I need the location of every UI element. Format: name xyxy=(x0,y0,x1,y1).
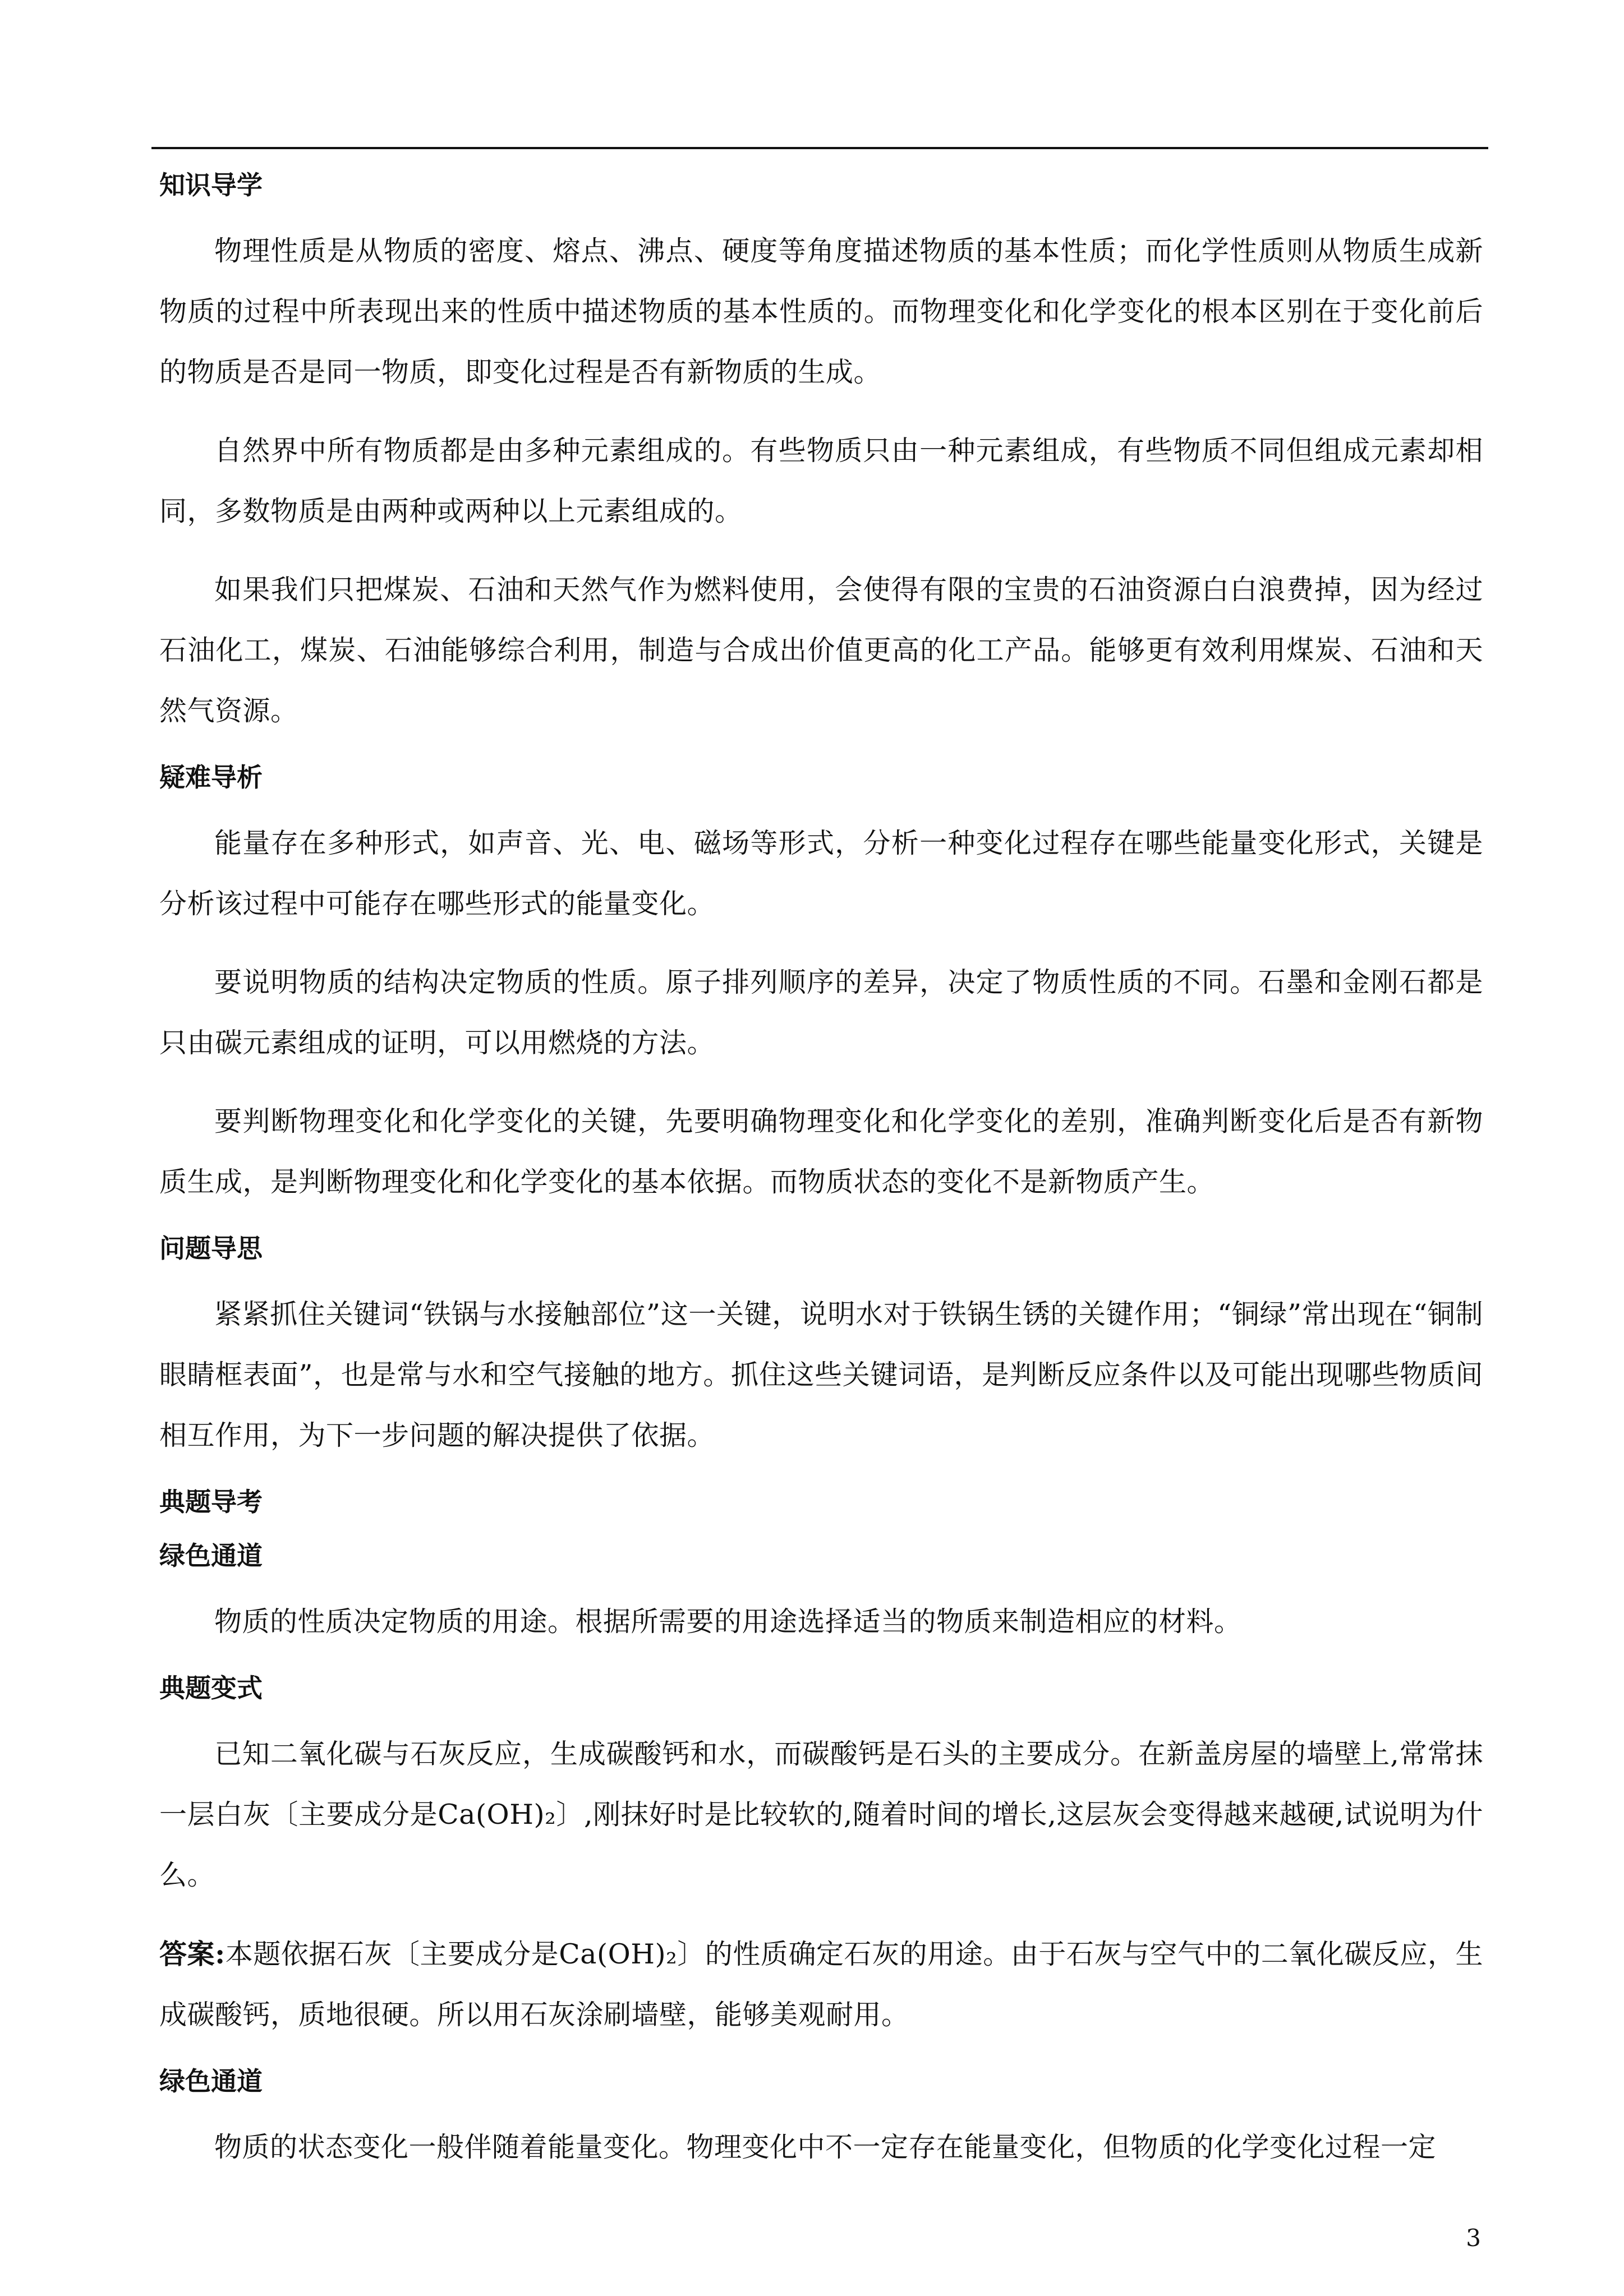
paragraph: 已知二氧化碳与石灰反应，生成碳酸钙和水，而碳酸钙是石头的主要成分。在新盖房屋的墙壁上,常常抹一层白灰〔主要成分是Ca(OH)₂〕,刚抹好时是比较软的,随着时间的增长,这层灰会变得越来越硬,试说明为什么。 xyxy=(159,1738,1483,1891)
paragraph: 紧紧抓住关键词“铁锅与水接触部位”这一关键，说明水对于铁锅生锈的关键作用；“铜绿”常出现在“铜制眼睛框表面”，也是常与水和空气接触的地方。抓住这些关键词语，是判断反应条件以及可能出现哪些物质间相互作用，为下一步问题的解决提供了依据。 xyxy=(159,1298,1483,1451)
paragraph: 物质的性质决定物质的用途。根据所需要的用途选择适当的物质来制造相应的材料。 xyxy=(214,1606,1242,1638)
section-heading: 典题导考 xyxy=(159,1487,263,1517)
section-heading: 知识导学 xyxy=(159,170,263,200)
paragraph: 要说明物质的结构决定物质的性质。原子排列顺序的差异，决定了物质性质的不同。石墨和金刚石都是只由碳元素组成的证明，可以用燃烧的方法。 xyxy=(159,966,1483,1059)
section-heading: 问题导思 xyxy=(159,1233,263,1264)
header-rule xyxy=(151,147,1488,149)
section-heading: 绿色通道 xyxy=(159,2066,263,2096)
section-heading: 典题变式 xyxy=(159,1673,263,1703)
paragraph: 能量存在多种形式，如声音、光、电、磁场等形式，分析一种变化过程存在哪些能量变化形式，关键是分析该过程中可能存在哪些形式的能量变化。 xyxy=(159,827,1483,920)
answer-text: 本题依据石灰〔主要成分是Ca(OH)₂〕的性质确定石灰的用途。由于石灰与空气中的二氧化碳反应，生成碳酸钙，质地很硬。所以用石灰涂刷墙壁，能够美观耐用。 xyxy=(159,1938,1483,2031)
paragraph: 物质的状态变化一般伴随着能量变化。物理变化中不一定存在能量变化，但物质的化学变化过程一定 xyxy=(214,2131,1437,2163)
section-heading: 绿色通道 xyxy=(159,1541,263,1571)
paragraph: 自然界中所有物质都是由多种元素组成的。有些物质只由一种元素组成，有些物质不同但组成元素却相同，多数物质是由两种或两种以上元素组成的。 xyxy=(159,435,1483,527)
paragraph: 要判断物理变化和化学变化的关键，先要明确物理变化和化学变化的差别，准确判断变化后是否有新物质生成，是判断物理变化和化学变化的基本依据。而物质状态的变化不是新物质产生。 xyxy=(159,1105,1483,1198)
page-content xyxy=(159,167,1483,2196)
section-heading: 疑难导析 xyxy=(159,762,263,792)
paragraph: 如果我们只把煤炭、石油和天然气作为燃料使用，会使得有限的宝贵的石油资源白白浪费掉，因为经过石油化工，煤炭、石油能够综合利用，制造与合成出价值更高的化工产品。能够更有效利用煤炭、石油和天然气资源。 xyxy=(159,574,1483,727)
answer-paragraph xyxy=(159,1924,1483,2045)
page-number: 3 xyxy=(1466,2224,1481,2252)
paragraph: 物理性质是从物质的密度、熔点、沸点、硬度等角度描述物质的基本性质；而化学性质则从物质生成新物质的过程中所表现出来的性质中描述物质的基本性质的。而物理变化和化学变化的根本区别在于变化前后的物质是否是同一物质，即变化过程是否有新物质的生成。 xyxy=(159,235,1483,388)
answer-label: 答案: xyxy=(159,1938,226,1970)
